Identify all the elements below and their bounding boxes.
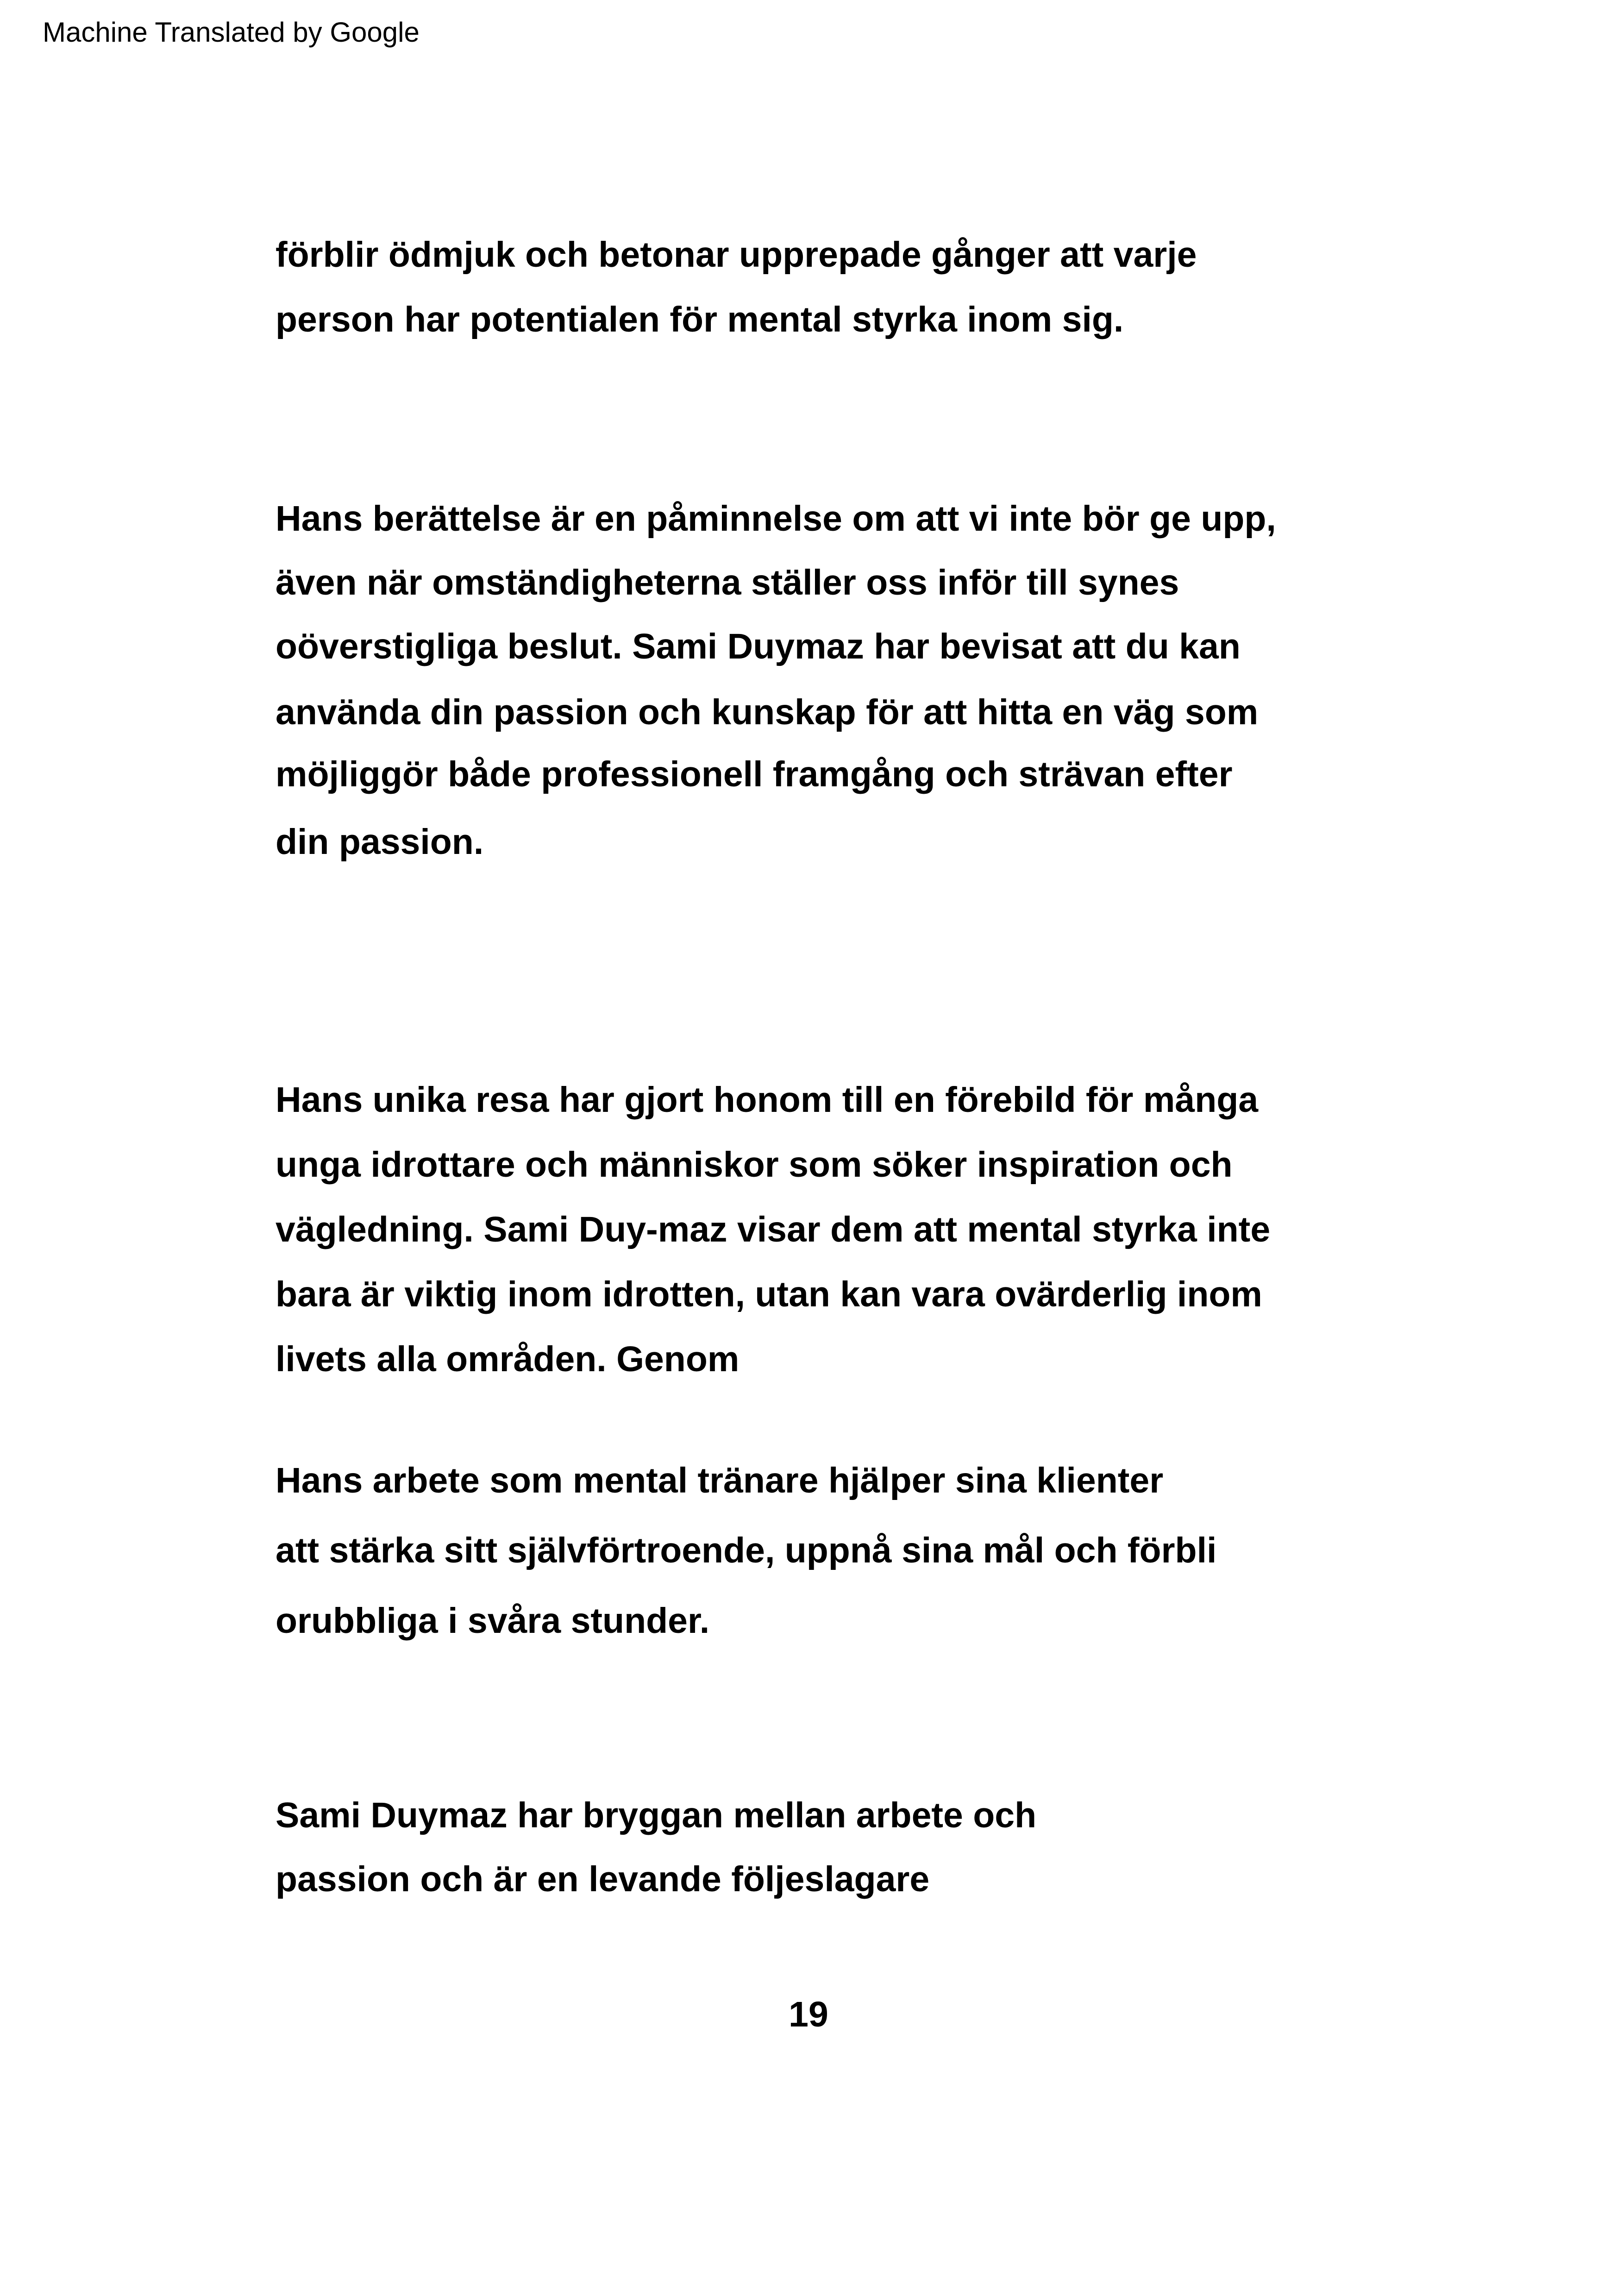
paragraph-2-line-5: möjliggör både professionell framgång och strävan efter (276, 754, 1233, 794)
paragraph-4-line-3: orubbliga i svåra stunder. (276, 1601, 710, 1641)
paragraph-4-line-2: att stärka sitt självförtroende, uppnå sina mål och förbli (276, 1531, 1217, 1570)
page-number: 19 (789, 1995, 828, 2034)
paragraph-3-line-1: Hans unika resa har gjort honom till en förebild för många (276, 1080, 1259, 1120)
paragraph-3-line-2: unga idrottare och människor som söker inspiration och (276, 1145, 1233, 1185)
paragraph-5-line-2: passion och är en levande följeslagare (276, 1859, 930, 1899)
paragraph-3-line-5: livets alla områden. Genom (276, 1339, 740, 1379)
machine-translation-note: Machine Translated by Google (43, 17, 420, 48)
paragraph-2-line-2: även när omständigheterna ställer oss inför till synes (276, 563, 1179, 602)
paragraph-5-line-1: Sami Duymaz har bryggan mellan arbete och (276, 1795, 1037, 1835)
paragraph-3-line-4: bara är viktig inom idrotten, utan kan vara ovärderlig inom (276, 1274, 1262, 1314)
paragraph-4-line-1: Hans arbete som mental tränare hjälper sina klienter (276, 1461, 1164, 1500)
paragraph-1-line-1: förblir ödmjuk och betonar upprepade gånger att varje (276, 235, 1197, 275)
paragraph-1-line-2: person har potentialen för mental styrka inom sig. (276, 300, 1124, 339)
paragraph-3-line-3: vägledning. Sami Duy-maz visar dem att mental styrka inte (276, 1210, 1271, 1249)
paragraph-2-line-4: använda din passion och kunskap för att hitta en väg som (276, 692, 1259, 732)
paragraph-2-line-1: Hans berättelse är en påminnelse om att vi inte bör ge upp, (276, 499, 1276, 539)
paragraph-2-line-6: din passion. (276, 822, 484, 862)
paragraph-2-line-3: oöverstigliga beslut. Sami Duymaz har bevisat att du kan (276, 627, 1241, 666)
